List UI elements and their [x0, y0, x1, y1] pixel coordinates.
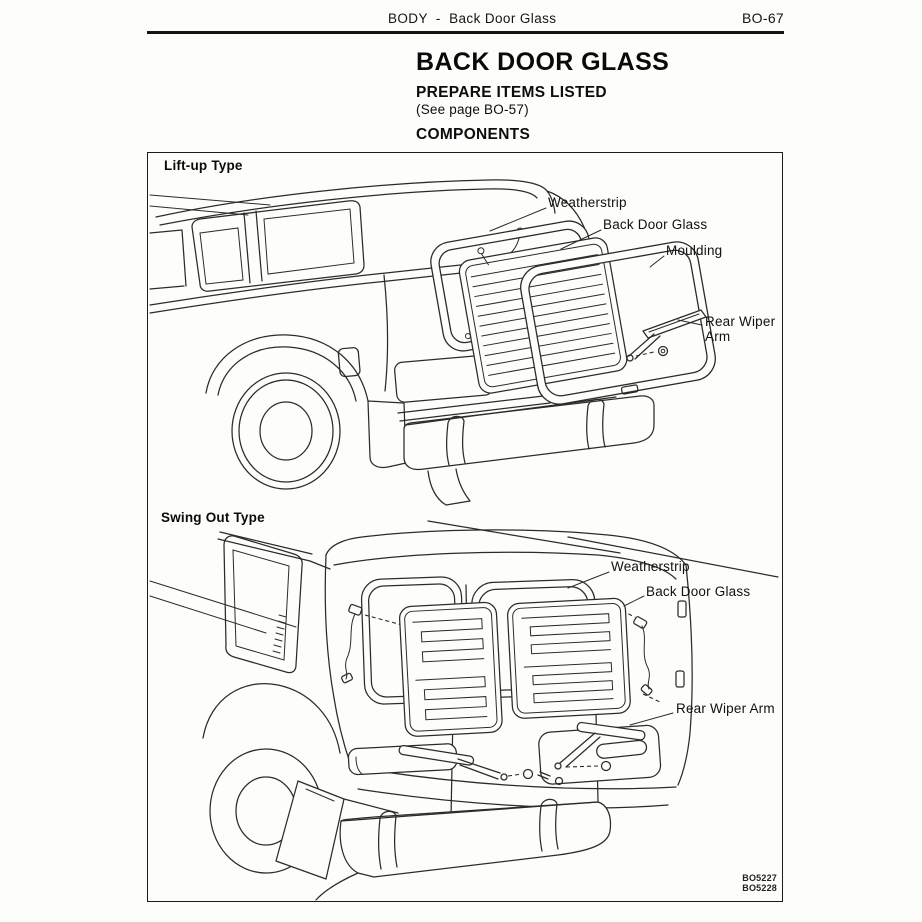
lift-up-type-label: Lift-up Type — [164, 158, 243, 173]
components-heading: COMPONENTS — [416, 126, 531, 143]
components-figure — [147, 152, 783, 902]
lift-up-callout-rear-wiper-arm: Rear Wiper Arm — [705, 314, 776, 344]
figure-code-2: BO5228 — [742, 883, 777, 893]
prepare-items-heading: PREPARE ITEMS LISTED — [416, 84, 607, 101]
lift-up-callout-moulding: Moulding — [666, 243, 723, 258]
lift-up-callout-back-door-glass: Back Door Glass — [603, 217, 708, 232]
swing-out-callout-back-door-glass: Back Door Glass — [646, 584, 751, 599]
header-rule — [147, 31, 784, 34]
figure-code-1: BO5227 — [742, 873, 777, 883]
header-page-number: BO-67 — [742, 10, 784, 26]
swing-out-callout-weatherstrip: Weatherstrip — [611, 559, 690, 574]
defogger-wiring-left — [341, 604, 406, 683]
page-title: BACK DOOR GLASS — [416, 48, 670, 76]
header-breadcrumb: BODY - Back Door Glass — [388, 11, 557, 26]
lift-up-callout-weatherstrip: Weatherstrip — [548, 195, 627, 210]
components-line-art — [148, 153, 782, 901]
swing-glass-right — [507, 598, 631, 719]
figure-reference-codes — [742, 873, 777, 893]
swing-out-type-label: Swing Out Type — [161, 510, 265, 525]
lift-up-wiper-arm — [627, 310, 706, 361]
swing-glass-left — [399, 602, 503, 737]
swing-out-callout-rear-wiper-arm: Rear Wiper Arm — [676, 701, 775, 716]
prepare-items-note: (See page BO-57) — [416, 102, 529, 117]
